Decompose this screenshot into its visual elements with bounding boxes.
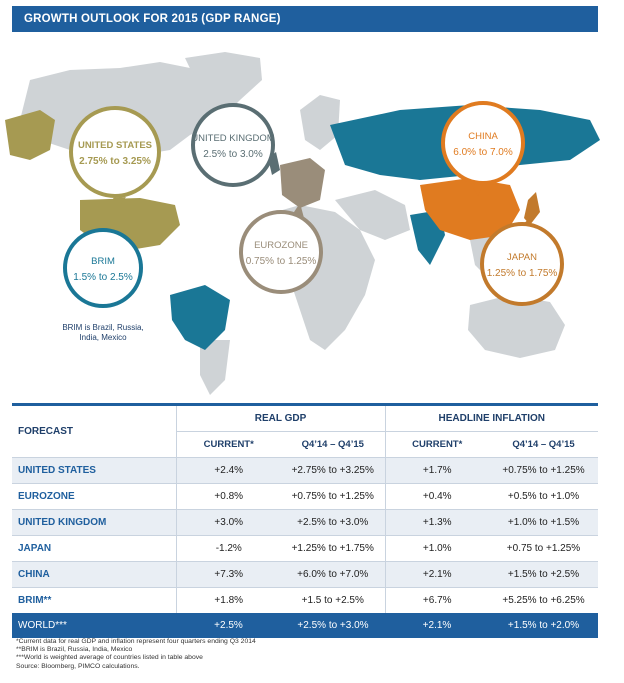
footnote-world: ***World is weighted average of countries listed in table above <box>16 654 203 662</box>
gdp-current-cell: +2.4% <box>176 458 281 484</box>
headline-inflation-header: HEADLINE INFLATION <box>385 405 598 432</box>
gdp-current-cell: +1.8% <box>176 588 281 614</box>
footnote-source: Source: Bloomberg, PIMCO calculations. <box>16 662 140 670</box>
table-header-row-1 <box>12 405 598 432</box>
gdp-current-cell: -1.2% <box>176 536 281 562</box>
us-bubble-range: 2.75% to 3.25% <box>79 156 151 167</box>
gdp-range-cell: +2.5% to +3.0% <box>281 510 385 536</box>
gdp-range-cell: +6.0% to +7.0% <box>281 562 385 588</box>
world-map <box>0 40 624 400</box>
inflation-range-header: Q4’14 – Q4’15 <box>489 432 598 458</box>
brim-bubble <box>65 230 141 306</box>
gdp-range-cell: +2.5% to +3.0% <box>281 613 385 638</box>
row-label: BRIM** <box>12 588 176 614</box>
footnote-current: *Current data for real GDP and inflation represent four quarters ending Q3 2014 <box>16 638 256 645</box>
gdp-current-cell: +2.5% <box>176 613 281 638</box>
uk-bubble-name: UNITED KINGDOM <box>191 133 275 144</box>
inflation-range-cell: +1.5% to +2.0% <box>489 613 598 638</box>
brim-bubble-range: 1.5% to 2.5% <box>73 272 133 283</box>
inflation-range-cell: +1.0% to +1.5% <box>489 510 598 536</box>
table-row <box>12 458 598 484</box>
inflation-current-cell: +1.0% <box>385 536 489 562</box>
brim-note-line1: BRIM is Brazil, Russia, <box>62 323 144 332</box>
inflation-range-cell: +0.75 to +1.25% <box>489 536 598 562</box>
inflation-current-cell: +0.4% <box>385 484 489 510</box>
inflation-range-cell: +5.25% to +6.25% <box>489 588 598 614</box>
table-row <box>12 588 598 614</box>
row-label: CHINA <box>12 562 176 588</box>
eurozone-bubble-range: 0.75% to 1.25% <box>245 256 317 267</box>
china-bubble-range: 6.0% to 7.0% <box>453 147 513 158</box>
forecast-table-container <box>12 403 598 638</box>
inflation-current-cell: +1.7% <box>385 458 489 484</box>
row-label: WORLD*** <box>12 613 176 638</box>
uk-bubble-range: 2.5% to 3.0% <box>203 149 263 160</box>
real-gdp-header: REAL GDP <box>176 405 385 432</box>
row-label: UNITED KINGDOM <box>12 510 176 536</box>
gdp-range-cell: +2.75% to +3.25% <box>281 458 385 484</box>
gdp-current-header: CURRENT* <box>176 432 281 458</box>
table-row <box>12 484 598 510</box>
table-row <box>12 510 598 536</box>
footnote-brim: **BRIM is Brazil, Russia, India, Mexico <box>16 646 133 654</box>
footnotes <box>16 638 596 671</box>
brim-note-line2: India, Mexico <box>79 333 127 342</box>
inflation-current-cell: +6.7% <box>385 588 489 614</box>
inflation-range-cell: +1.5% to +2.5% <box>489 562 598 588</box>
gdp-current-cell: +3.0% <box>176 510 281 536</box>
table-row-world <box>12 613 598 638</box>
row-label: UNITED STATES <box>12 458 176 484</box>
europe-shape <box>280 158 325 208</box>
page-title: GROWTH OUTLOOK FOR 2015 (GDP RANGE) <box>12 6 598 32</box>
inflation-current-cell: +2.1% <box>385 562 489 588</box>
japan-bubble-name: JAPAN <box>507 252 537 263</box>
inflation-current-cell: +2.1% <box>385 613 489 638</box>
gdp-range-cell: +1.25% to +1.75% <box>281 536 385 562</box>
eurozone-bubble-name: EUROZONE <box>254 240 308 251</box>
inflation-range-cell: +0.5% to +1.0% <box>489 484 598 510</box>
gdp-range-header: Q4’14 – Q4’15 <box>281 432 385 458</box>
us-bubble <box>71 108 159 208</box>
inflation-current-header: CURRENT* <box>385 432 489 458</box>
japan-bubble-range: 1.25% to 1.75% <box>486 268 558 279</box>
forecast-header: FORECAST <box>12 405 176 458</box>
japan-shape <box>524 192 540 225</box>
table-row <box>12 536 598 562</box>
china-bubble-name: CHINA <box>468 131 498 142</box>
gdp-range-cell: +0.75% to +1.25% <box>281 484 385 510</box>
inflation-range-cell: +0.75% to +1.25% <box>489 458 598 484</box>
alaska-shape <box>5 110 55 160</box>
gdp-range-cell: +1.5 to +2.5% <box>281 588 385 614</box>
forecast-table <box>12 403 598 638</box>
gdp-current-cell: +0.8% <box>176 484 281 510</box>
gdp-current-cell: +7.3% <box>176 562 281 588</box>
table-row <box>12 562 598 588</box>
row-label: JAPAN <box>12 536 176 562</box>
inflation-current-cell: +1.3% <box>385 510 489 536</box>
uk-bubble <box>191 105 278 185</box>
brim-bubble-name: BRIM <box>91 256 115 267</box>
us-bubble-name: UNITED STATES <box>77 140 153 151</box>
row-label: EUROZONE <box>12 484 176 510</box>
